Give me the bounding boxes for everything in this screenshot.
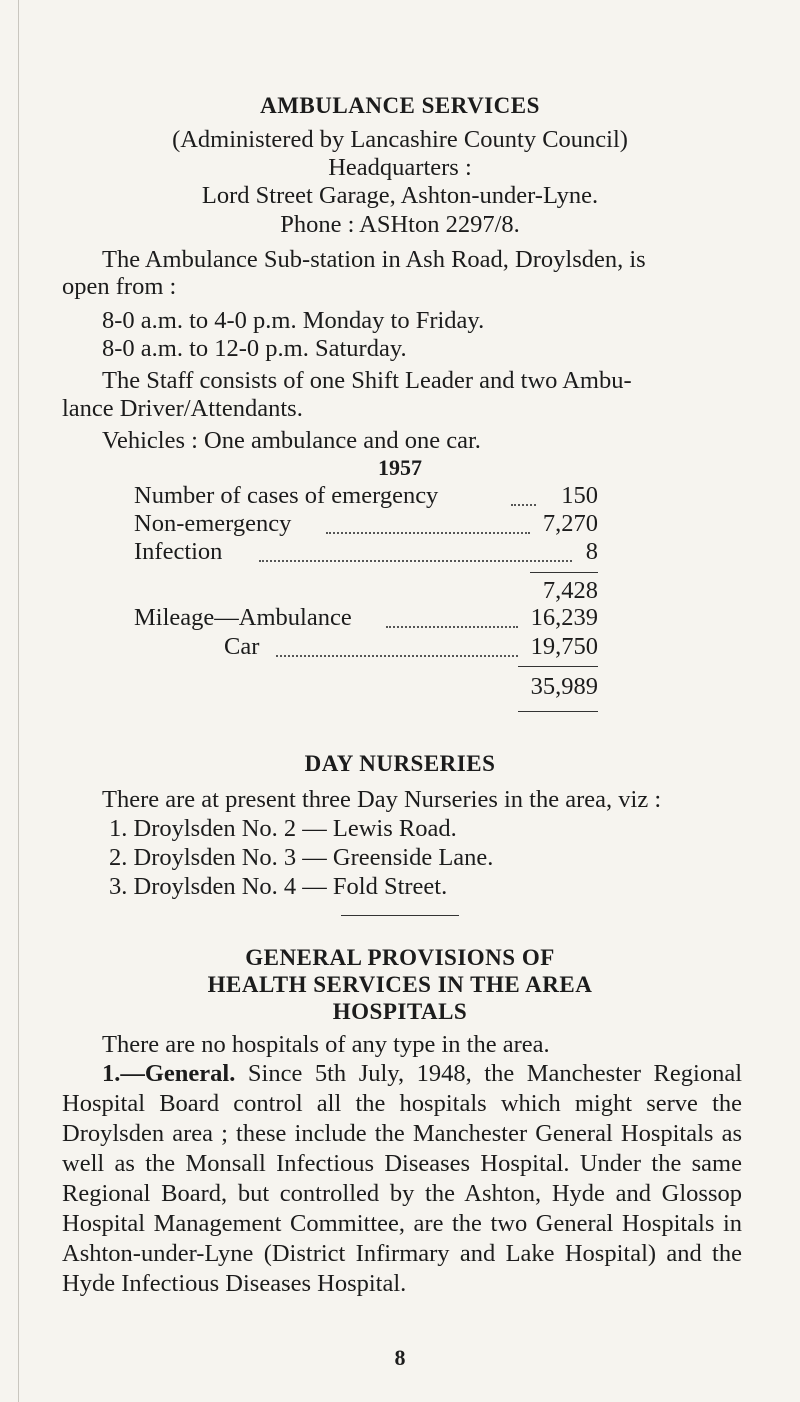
vehicles-line: Vehicles : One ambulance and one car.	[102, 427, 481, 454]
ambulance-title: AMBULANCE SERVICES	[260, 93, 540, 118]
address-line: Lord Street Garage, Ashton-under-Lyne.	[201, 182, 599, 209]
leader-dots	[511, 482, 536, 506]
hospitals-intro: There are no hospitals of any type in the area.	[102, 1031, 550, 1058]
sum-rule	[518, 666, 598, 667]
table-row	[134, 538, 598, 566]
general-title-line-1: GENERAL PROVISIONS OF	[245, 945, 555, 970]
row-label: Mileage—Ambulance	[134, 604, 352, 631]
nurseries-title: DAY NURSERIES	[304, 751, 496, 776]
row-value: 19,750	[530, 633, 598, 660]
year-heading: 1957	[378, 455, 422, 480]
table-row	[134, 482, 598, 510]
leader-dots	[259, 538, 572, 562]
hospitals-subtitle: HOSPITALS	[332, 999, 468, 1024]
paragraph-text: Since 5th July, 1948, the Manchester Regional Hospital Board control all the hospitals which might serve the Droylsden area ; these include the Manchester General Hospitals as well as the Monsall Infectious Diseases Hospital. Under the same Regional Board, but controlled by the Ashton, Hyde and Glossop Hospital Management Committee, are the two General Hospitals in Ashton-under-Lyne (District Infirmary and Lake Hospital) and the Hyde Infectious Diseases Hospital.	[62, 1060, 742, 1297]
headquarters-label: Headquarters :	[328, 154, 472, 181]
section-divider	[341, 915, 459, 916]
cases-total: 7,428	[542, 577, 598, 604]
substation-line-2: open from :	[62, 273, 177, 300]
row-value: 150	[561, 482, 598, 509]
sum-rule	[530, 572, 598, 573]
row-label: Number of cases of emergency	[134, 482, 439, 509]
staff-line-2: lance Driver/Attendants.	[62, 395, 303, 422]
row-value: 16,239	[530, 604, 598, 631]
sum-rule	[518, 711, 598, 712]
row-label: Car	[224, 633, 260, 660]
mileage-total: 35,989	[530, 673, 598, 700]
leader-dots	[386, 604, 518, 628]
row-value: 7,270	[542, 510, 598, 537]
page-number: 8	[394, 1345, 406, 1370]
general-title-line-2: HEALTH SERVICES IN THE AREA	[207, 972, 593, 997]
staff-line-1: The Staff consists of one Shift Leader and two Ambu-	[102, 367, 632, 394]
table-row	[134, 510, 598, 538]
table-row	[224, 633, 598, 661]
table-row	[134, 604, 598, 632]
hours-weekday: 8-0 a.m. to 4-0 p.m. Monday to Friday.	[102, 307, 485, 334]
list-item: 3. Droylsden No. 4 — Fold Street.	[109, 873, 448, 900]
substation-line-1: The Ambulance Sub-station in Ash Road, Droylsden, is	[102, 246, 646, 273]
row-label: Non-emergency	[134, 510, 292, 537]
leader-dots	[276, 633, 518, 657]
row-value: 8	[585, 538, 598, 565]
hours-saturday: 8-0 a.m. to 12-0 p.m. Saturday.	[102, 335, 407, 362]
list-item: 2. Droylsden No. 3 — Greenside Lane.	[109, 844, 494, 871]
general-paragraph	[62, 1059, 742, 1299]
row-label: Infection	[134, 538, 223, 565]
list-item: 1. Droylsden No. 2 — Lewis Road.	[109, 815, 457, 842]
paragraph-lead: 1.—General.	[102, 1060, 236, 1087]
phone-line: Phone : ASHton 2297/8.	[280, 211, 520, 238]
administered-line: (Administered by Lancashire County Council)	[172, 126, 628, 153]
leader-dots	[326, 510, 530, 534]
nurseries-intro: There are at present three Day Nurseries in the area, viz :	[102, 786, 662, 813]
